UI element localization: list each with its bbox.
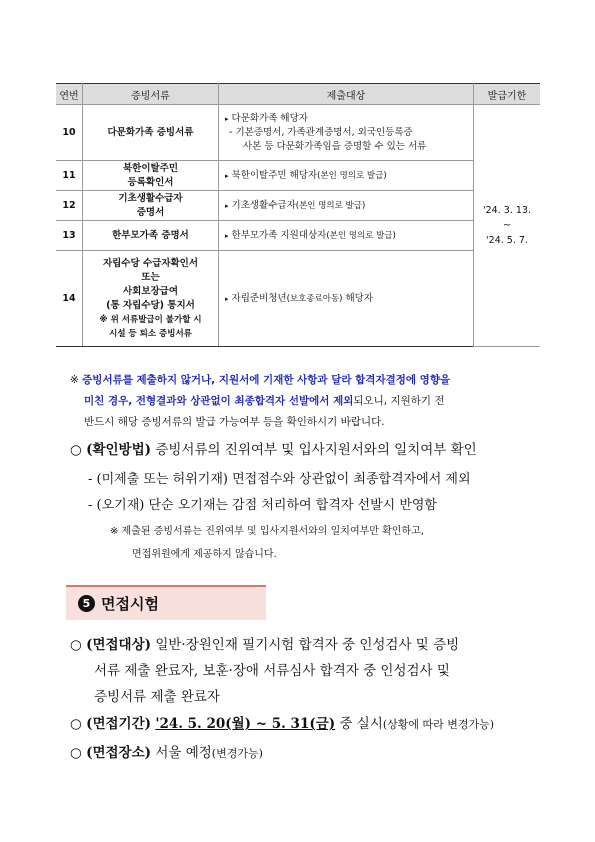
row-target: ▸ 자립준비청년(보호종료아동) 해당자 <box>219 251 474 347</box>
verification-note: ※ 제출된 증빙서류는 진위여부 및 입사지원서와의 일치여부만 확인하고, 면접위원에게 제공하지 않습니다. <box>110 526 424 560</box>
submission-notice: ※ 증빙서류를 제출하지 않거나, 지원서에 기재한 사항과 달라 합격자결정에 영향을 미친 경우, 전형결과와 상관없이 최종합격자 선발에서 제외되오니, 지원하기 전 반드시 해당 증빙서류의 발급 가능여부 등을 확인하시기 바랍니다. <box>70 374 451 428</box>
row-document: 한부모가족 증명서 <box>83 221 219 251</box>
triangle-bullet-icon: ▸ <box>225 171 229 180</box>
triangle-bullet-icon: ▸ <box>225 294 229 303</box>
section-title: 면접시험 <box>101 595 159 613</box>
verification-method: ○ (확인방법) 증빙서류의 진위여부 및 입사지원서와의 일치여부 확인 <box>70 442 477 458</box>
header-deadline: 발급기한 <box>474 84 541 105</box>
table-row: 12 기초생활수급자 증명서 ▸ 기초생활수급자(본인 명의로 발급) <box>56 191 540 221</box>
row-document: 다문화가족 증빙서류 <box>83 105 219 161</box>
header-target: 제출대상 <box>219 84 474 105</box>
row-target: ▸ 북한이탈주민 해당자(본인 명의로 발급) <box>219 161 474 191</box>
header-document: 증빙서류 <box>83 84 219 105</box>
row-number: 10 <box>56 105 83 161</box>
table-row: 14 자립수당 수급자확인서 또는 사회보장급여 (통 자립수당) 통지서 ※ 위 서류발급이 불가할 시 시설 등 퇴소 증빙서류 ▸ 자립준비청년(보호종료아동) 해당자 <box>56 251 540 347</box>
verification-sub-1: - (미제출 또는 허위기재) 면접점수와 상관없이 최종합격자에서 제외 <box>88 472 471 487</box>
row-target: ▸ 한부모가족 지원대상자(본인 명의로 발급) <box>219 221 474 251</box>
table-row: 13 한부모가족 증명서 ▸ 한부모가족 지원대상자(본인 명의로 발급) <box>56 221 540 251</box>
header-no: 연번 <box>56 84 83 105</box>
row-document: 북한이탈주민 등록확인서 <box>83 161 219 191</box>
documents-table <box>56 83 540 347</box>
table-row: 11 북한이탈주민 등록확인서 ▸ 북한이탈주민 해당자(본인 명의로 발급) <box>56 161 540 191</box>
row-document: 자립수당 수급자확인서 또는 사회보장급여 (통 자립수당) 통지서 ※ 위 서류발급이 불가할 시 시설 등 퇴소 증빙서류 <box>83 251 219 347</box>
triangle-bullet-icon: ▸ <box>225 201 229 210</box>
verification-sub-2: - (오기재) 단순 오기재는 감점 처리하여 합격자 선발시 반영함 <box>88 498 437 513</box>
table-row <box>56 105 540 161</box>
triangle-bullet-icon: ▸ <box>225 114 229 123</box>
section-heading <box>66 585 266 620</box>
row-target: ▸ 다문화가족 해당자 - 기본증명서, 가족관계증명서, 외국인등록증 사본 등 다문화가족임을 증명할 수 있는 서류 <box>219 105 474 161</box>
row-target: ▸ 기초생활수급자(본인 명의로 발급) <box>219 191 474 221</box>
row-document: 기초생활수급자 증명서 <box>83 191 219 221</box>
interview-place: ○ (면접장소) 서울 예정(변경가능) <box>70 745 263 761</box>
table-header-row <box>56 84 540 105</box>
interview-target: ○ (면접대상) 일반·장원인재 필기시험 합격자 중 인성검사 및 증빙 서류 제출 완료자, 보훈·장애 서류심사 합격자 중 인성검사 및 증빙서류 제출 완료자 <box>70 637 460 705</box>
triangle-bullet-icon: ▸ <box>225 231 229 240</box>
interview-period: ○ (면접기간) '24. 5. 20(월) ~ 5. 31(금) 중 실시(상황에 따라 변경가능) <box>70 716 495 732</box>
deadline-cell: '24. 3. 13. ~ '24. 5. 7. <box>474 105 541 347</box>
section-number-badge: 5 <box>78 595 95 612</box>
